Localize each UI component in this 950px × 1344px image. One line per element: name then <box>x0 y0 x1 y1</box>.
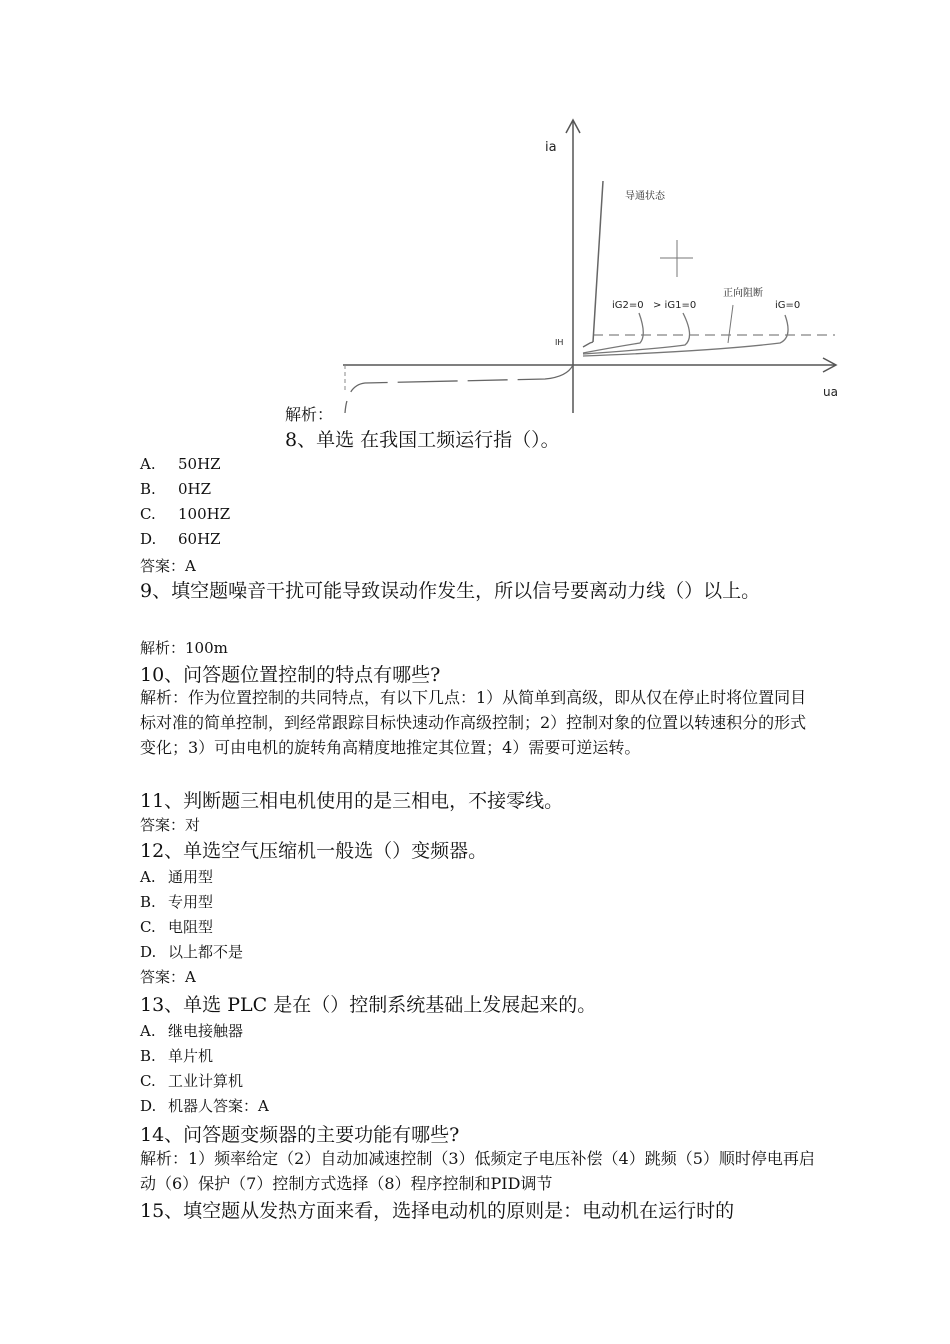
q7-analysis: 解析： <box>285 405 334 424</box>
label-conducting: 导通状态 <box>625 191 665 202</box>
q12-option-b: B. 专用型 <box>140 893 214 911</box>
label-ig: iG=0 <box>775 300 801 311</box>
q8-title: 8、单选 在我国工频运行指（）。 <box>285 429 560 451</box>
q10-title: 10、问答题位置控制的特点有哪些? <box>140 664 441 686</box>
q12-option-d: D. 以上都不是 <box>140 943 244 961</box>
y-axis-label: ia <box>545 140 557 155</box>
q13-option-b: B. 单片机 <box>140 1047 214 1065</box>
q15-title: 15、填空题从发热方面来看，选择电动机的原则是：电动机在运行时的 <box>140 1200 735 1222</box>
q9-analysis: 解析：100m <box>140 639 228 657</box>
q9-title: 9、填空题噪音干扰可能导致误动作发生，所以信号要离动力线（）以上。 <box>140 580 761 602</box>
q14-title: 14、问答题变频器的主要功能有哪些? <box>140 1124 460 1146</box>
q8-option-c: C. 100HZ <box>140 505 231 523</box>
q12-option-c: C. 电阻型 <box>140 918 214 936</box>
q10-analysis: 解析：作为位置控制的共同特点，有以下几点：1）从简单到高级，即从仅在停止时将位置同目标对准的简单控制，到经常跟踪目标快速动作高级控制；2）控制对象的位置以转速积分的形式变化；3）可由电机的旋转角高精度地推定其位置；4）需要可逆运转。 <box>140 688 807 757</box>
q13-option-c: C. 工业计算机 <box>140 1072 244 1090</box>
label-ig2: iG2=0 <box>612 300 644 311</box>
q13-option-d: D. 机器人答案：A <box>140 1097 269 1115</box>
label-forward-block: 正向阻断 <box>723 288 763 299</box>
q8-option-d: D. 60HZ <box>140 530 221 548</box>
q13-title: 13、单选 PLC 是在（）控制系统基础上发展起来的。 <box>140 994 597 1016</box>
q12-option-a: A. 通用型 <box>140 868 214 886</box>
q8-option-a: A. 50HZ <box>140 455 221 473</box>
q13-option-a: A. 继电接触器 <box>140 1022 244 1040</box>
q14-analysis: 解析：1）频率给定（2）自动加减速控制（3）低频定子电压补偿（4）跳频（5）顺时停电再启动（6）保护（7）控制方式选择（8）程序控制和PID调节 <box>140 1149 815 1193</box>
q12-title: 12、单选空气压缩机一般选（）变频器。 <box>140 840 488 862</box>
label-ig1: > iG1=0 <box>653 300 697 311</box>
conducting-curve <box>593 181 603 342</box>
x-axis-label: ua <box>823 385 838 399</box>
q11-title: 11、判断题三相电机使用的是三相电，不接零线。 <box>140 790 564 812</box>
label-ih: IH <box>555 338 564 347</box>
q8-option-b: B. 0HZ <box>140 480 212 498</box>
q11-answer: 答案：对 <box>140 816 201 834</box>
reverse-curve <box>345 365 573 413</box>
q8-answer: 答案：A <box>140 557 196 575</box>
q12-answer: 答案：A <box>140 968 196 986</box>
thyristor-characteristic-figure <box>335 115 845 420</box>
